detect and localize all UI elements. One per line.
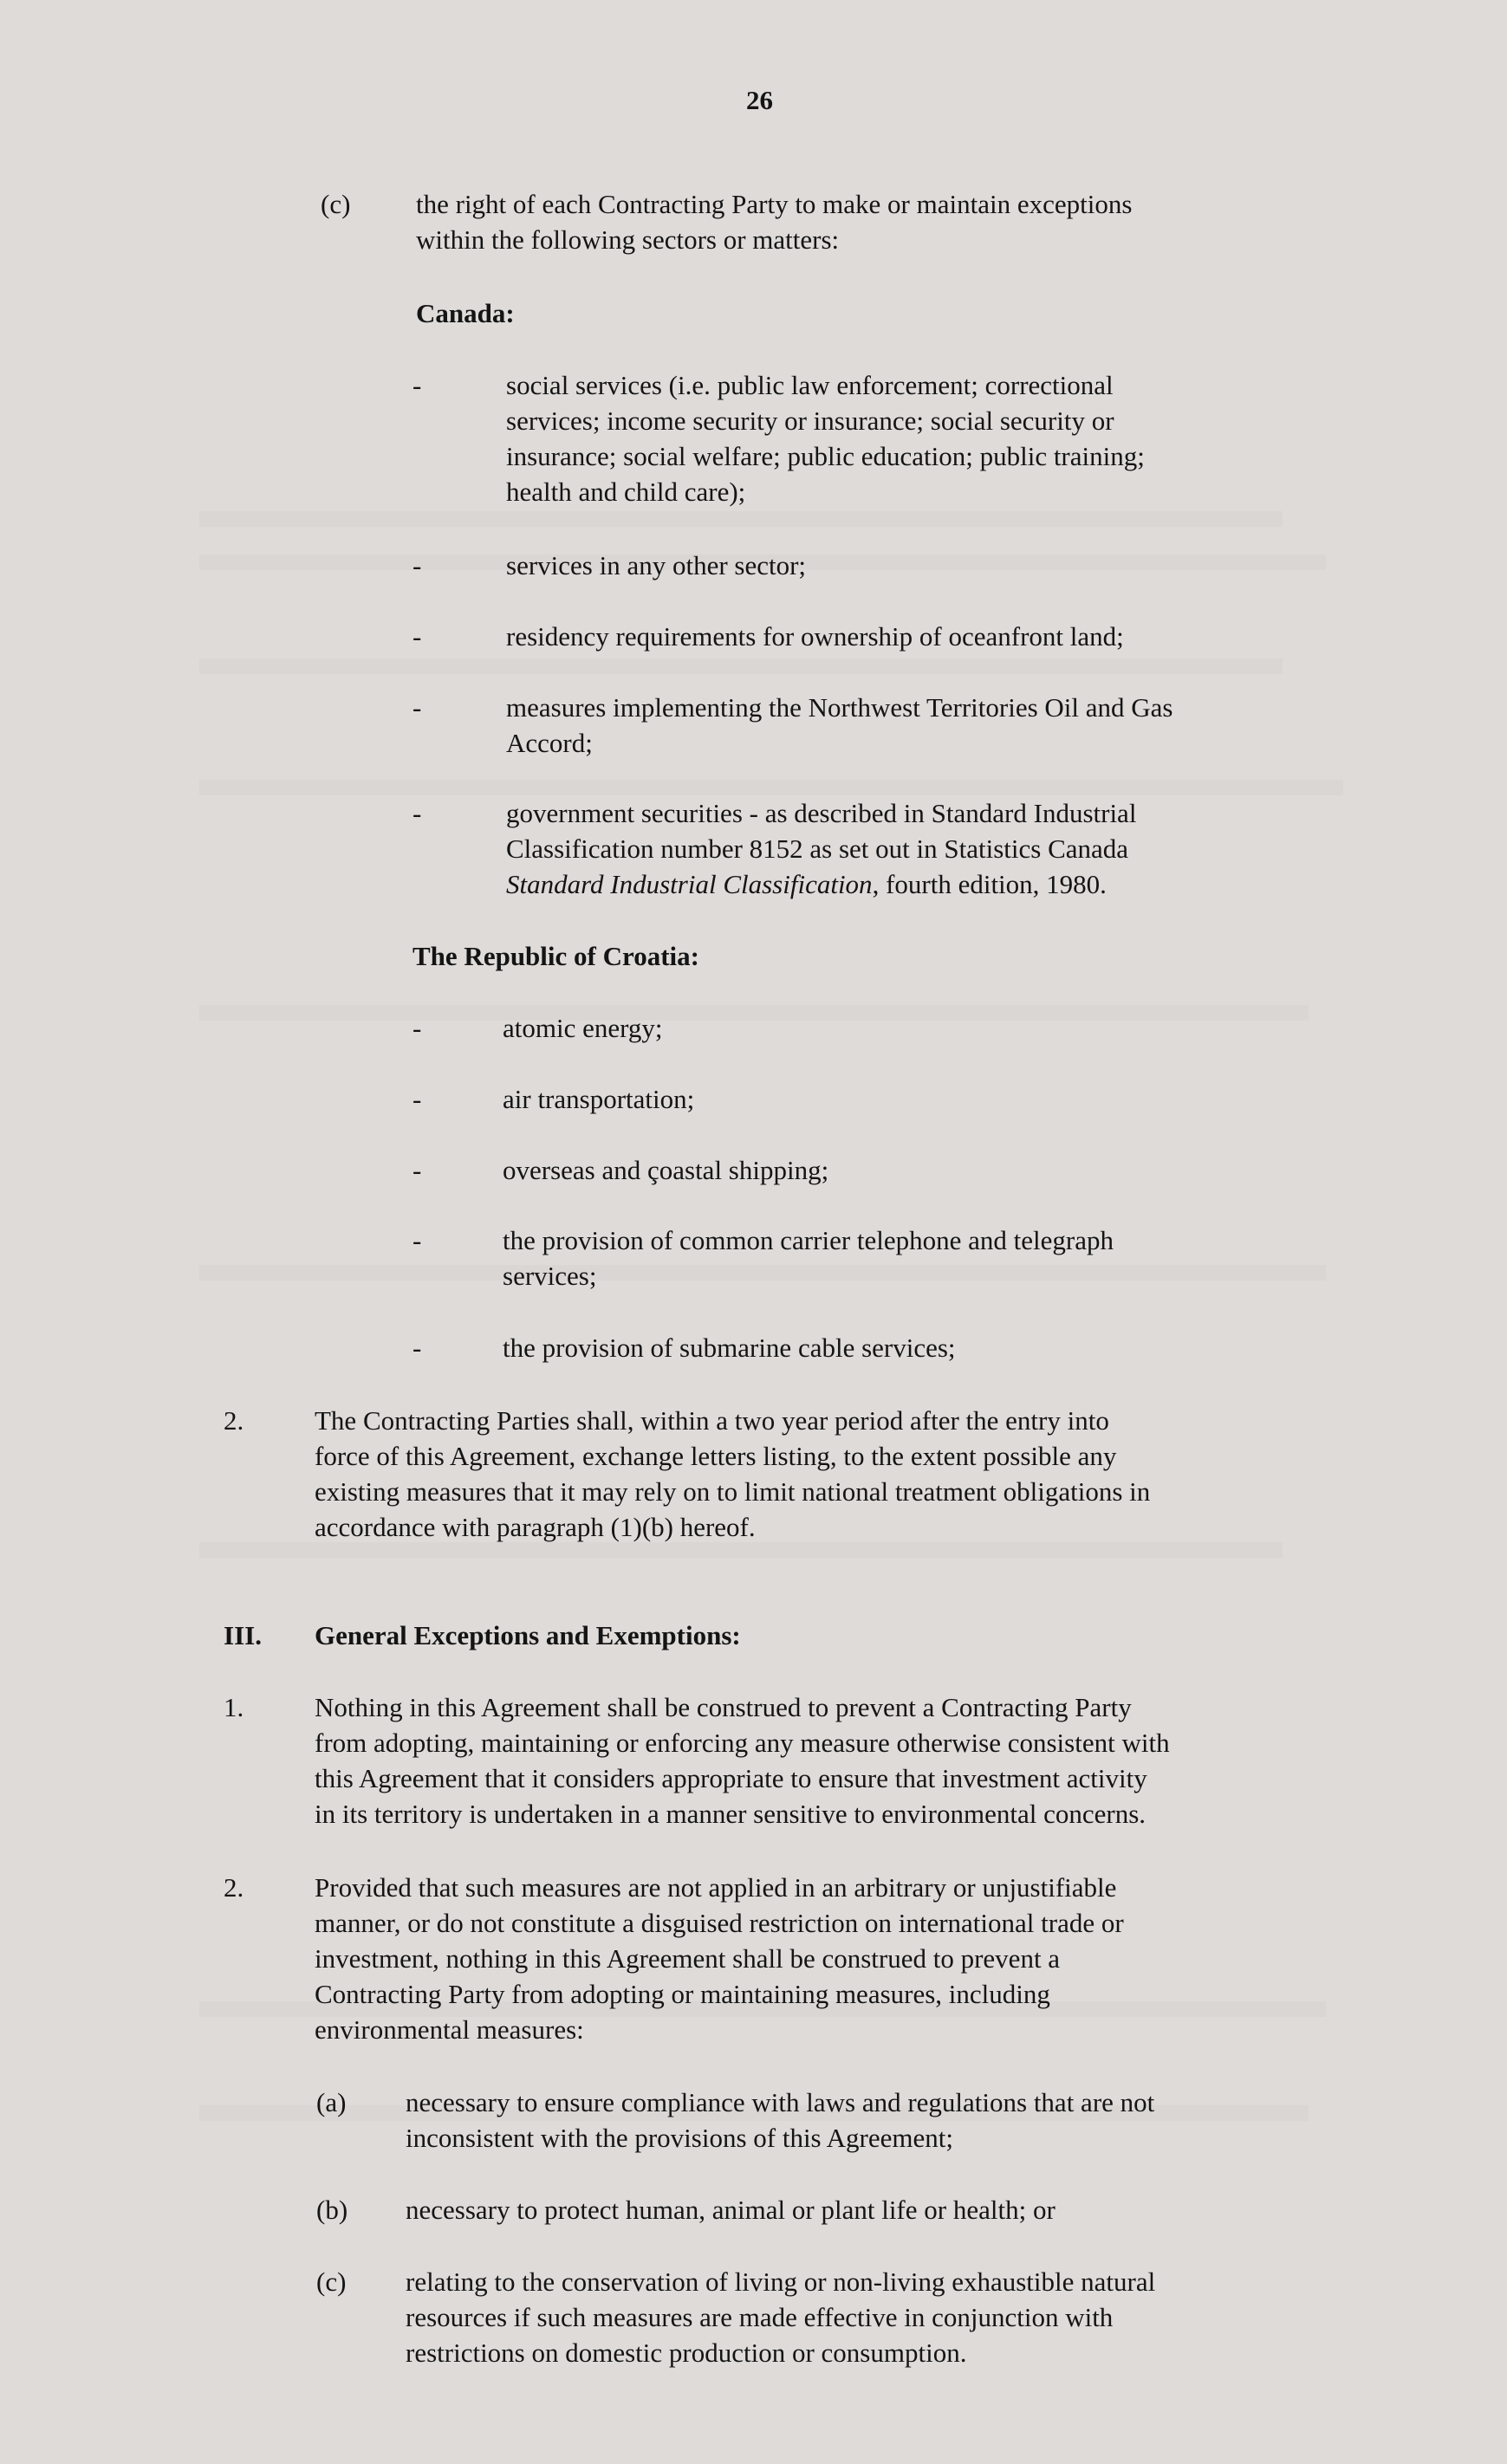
s3-para-1-marker: 1. — [224, 1692, 244, 1722]
s3-para-2-line: Provided that such measures are not applied in an arbitrary or unjustifiable — [315, 1872, 1117, 1903]
item-a-marker: (a) — [316, 2087, 347, 2117]
croatia-item-line: services; — [503, 1261, 597, 1291]
sic-title: Standard Industrial Classification — [506, 869, 873, 899]
para-2-marker: 2. — [224, 1405, 244, 1436]
bullet-dash: - — [412, 621, 422, 652]
canada-item-line-last — [506, 866, 1107, 902]
canada-item-line: health and child care); — [506, 477, 746, 507]
bullet-dash: - — [412, 1333, 422, 1363]
croatia-item-line: overseas and çoastal shipping; — [503, 1155, 829, 1185]
bullet-dash: - — [412, 1013, 422, 1043]
item-b-line: necessary to protect human, animal or plant life or health; or — [406, 2195, 1056, 2225]
item-b-marker: (b) — [316, 2195, 348, 2225]
canada-item-line: Classification number 8152 as set out in Statistics Canada — [506, 833, 1129, 864]
bullet-dash: - — [412, 1225, 422, 1255]
item-c-marker: (c) — [316, 2266, 347, 2297]
canada-heading: Canada: — [416, 298, 515, 328]
bullet-dash: - — [412, 550, 422, 580]
canada-item-line: Accord; — [506, 728, 593, 758]
s3-para-1-line: from adopting, maintaining or enforcing any measure otherwise consistent with — [315, 1728, 1170, 1758]
para-2-line: force of this Agreement, exchange letters listing, to the extent possible any — [315, 1441, 1117, 1471]
croatia-item-line: the provision of submarine cable services; — [503, 1333, 956, 1363]
s3-para-2-line: investment, nothing in this Agreement shall be construed to prevent a — [315, 1943, 1061, 1974]
item-c-line: restrictions on domestic production or consumption. — [406, 2338, 967, 2368]
bullet-dash: - — [412, 1155, 422, 1185]
para-2-line: The Contracting Parties shall, within a two year period after the entry into — [315, 1405, 1109, 1436]
bullet-dash: - — [412, 692, 422, 723]
canada-item-line: services; income security or insurance; social security or — [506, 405, 1114, 436]
para-2-line: accordance with paragraph (1)(b) hereof. — [315, 1512, 756, 1542]
canada-item-line: government securities - as described in Standard Industrial — [506, 798, 1137, 828]
para-c-line: within the following sectors or matters: — [416, 224, 840, 255]
s3-para-2-line: environmental measures: — [315, 2014, 584, 2045]
canada-item-line: services in any other sector; — [506, 550, 807, 580]
item-c-line: resources if such measures are made effective in conjunction with — [406, 2302, 1114, 2332]
item-c-line: relating to the conservation of living or non-living exhaustible natural — [406, 2266, 1156, 2297]
s3-para-1-line: Nothing in this Agreement shall be construed to prevent a Contracting Party — [315, 1692, 1132, 1722]
bullet-dash: - — [412, 1084, 422, 1114]
croatia-heading: The Republic of Croatia: — [412, 941, 699, 971]
sic-edition: , fourth edition, 1980. — [872, 869, 1107, 899]
bullet-dash: - — [412, 798, 422, 828]
s3-para-1-line: in its territory is undertaken in a manner sensitive to environmental concerns. — [315, 1799, 1146, 1829]
s3-para-2-line: Contracting Party from adopting or maintaining measures, including — [315, 1979, 1050, 2009]
croatia-item-line: atomic energy; — [503, 1013, 663, 1043]
canada-item-line: residency requirements for ownership of oceanfront land; — [506, 621, 1124, 652]
para-2-line: existing measures that it may rely on to limit national treatment obligations in — [315, 1476, 1151, 1507]
canada-item-line: measures implementing the Northwest Territories Oil and Gas — [506, 692, 1173, 723]
bullet-dash: - — [412, 370, 422, 400]
s3-para-2-line: manner, or do not constitute a disguised restriction on international trade or — [315, 1908, 1124, 1938]
para-c-marker: (c) — [321, 189, 351, 219]
croatia-item-line: the provision of common carrier telephone and telegraph — [503, 1225, 1114, 1255]
s3-para-2-marker: 2. — [224, 1872, 244, 1903]
item-a-line: inconsistent with the provisions of this Agreement; — [406, 2123, 953, 2153]
section-3-marker: III. — [224, 1620, 262, 1650]
croatia-item-line: air transportation; — [503, 1084, 695, 1114]
s3-para-1-line: this Agreement that it considers appropriate to ensure that investment activity — [315, 1763, 1147, 1793]
section-3-heading: General Exceptions and Exemptions: — [315, 1620, 741, 1650]
para-c-line: the right of each Contracting Party to make or maintain exceptions — [416, 189, 1133, 219]
canada-item-line: social services (i.e. public law enforcement; correctional — [506, 370, 1114, 400]
item-a-line: necessary to ensure compliance with laws and regulations that are not — [406, 2087, 1155, 2117]
page-number: 26 — [746, 85, 773, 115]
canada-item-line: insurance; social welfare; public education; public training; — [506, 441, 1145, 471]
